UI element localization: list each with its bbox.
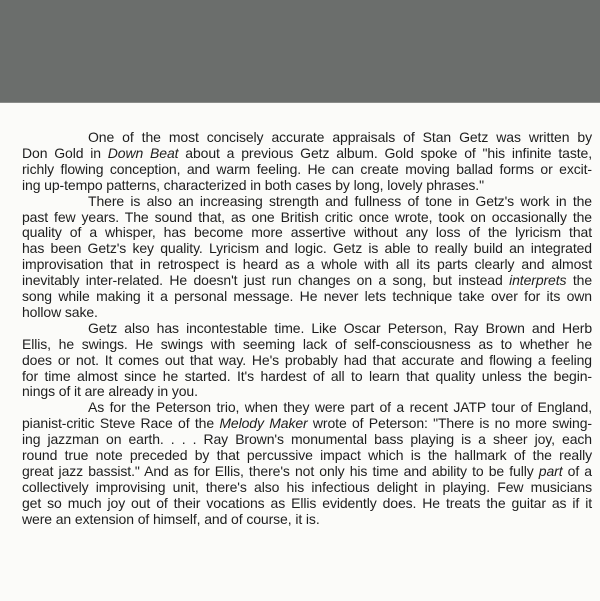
body-text: ing jazzman on earth. . . . Ray Brown's monumental bass playing is a sheer joy, each [22, 431, 592, 448]
body-text: hollow sake. [22, 303, 98, 320]
body-text: There is also an increasing strength and fullness of tone in Getz's work in the [88, 192, 592, 209]
body-text: of a [562, 462, 592, 479]
paragraph-3-line [22, 336, 592, 352]
italic-title-text: Down Beat [107, 144, 179, 161]
body-text: for time almost since he started. It's hardest of all to learn that quality unless the begin- [22, 367, 592, 384]
paragraph-4-line [22, 511, 592, 527]
paragraph-4-line [22, 495, 592, 511]
paragraph-1-line [22, 161, 592, 177]
body-text: Don Gold in [22, 144, 108, 161]
body-text: great jazz bassist." And as for Ellis, there's not only his time and ability to be fully [22, 462, 539, 479]
body-text: has been Getz's key quality. Lyricism and logic. Getz is able to really build an integrated [22, 240, 592, 257]
body-text: pianist-critic Steve Race of the [22, 415, 220, 432]
paragraph-2-line [22, 288, 592, 304]
paragraph-3-line [88, 320, 592, 336]
body-text: One of the most concisely accurate appraisals of Stan Getz was written by [88, 129, 592, 145]
body-text: ing up-tempo patterns, characterized in both cases by long, lovely phrases." [22, 176, 484, 193]
paragraph-4-line [88, 399, 592, 415]
body-text: quality of a whisper, has become more assertive without any loss of the lyricism that [22, 224, 592, 241]
paragraph-2-line [22, 240, 592, 256]
italic-title-text: part [538, 462, 563, 479]
paragraph-1-line [22, 145, 592, 161]
paragraph-2-line [22, 209, 592, 225]
paragraph-2-line [22, 272, 592, 288]
body-text: wrote of Peterson: "There is no more swing- [307, 415, 592, 432]
body-text: song while making it a personal message. He never lets technique take over for its own [22, 288, 592, 304]
body-text: the [566, 272, 593, 289]
body-text: get so much joy out of their vocations as Ellis evidently does. He treats the guitar as if it [22, 494, 592, 511]
body-text: inevitably inter-related. He doesn't just run changes on a song, but instead [22, 272, 510, 289]
paragraph-1-line [88, 129, 592, 145]
body-text: improvisation that in retrospect is heard as a whole with all its parts clearly and almost [22, 256, 592, 273]
paragraph-3-line [22, 352, 592, 368]
paragraph-2-line [88, 193, 592, 209]
body-text: Getz also has incontestable time. Like Oscar Peterson, Ray Brown and Herb [88, 319, 592, 336]
body-text: past few years. The sound that, as one British critic once wrote, took on occasionally the [22, 208, 592, 225]
body-text: round true note preceded by that percussive impact which is the hallmark of the really [22, 447, 592, 463]
paragraph-2-line [22, 304, 592, 320]
body-text: Ellis, he swings. He swings with seeming lack of self-consciousness as to whether he [22, 335, 592, 352]
paragraph-2-line [22, 256, 592, 272]
body-text: nings of it are already in you. [22, 383, 198, 400]
paragraph-4-line [22, 463, 592, 479]
body-text: As for the Peterson trio, when they were part of a recent JATP tour of England, [88, 399, 592, 416]
paragraph-3-line [22, 383, 592, 399]
body-text: richly flowing conception, and warm feeling. He can create moving ballad forms or excit- [22, 160, 592, 177]
body-text: about a previous Getz album. Gold spoke of "his infinite taste, [178, 144, 592, 161]
body-text: collectively improvising unit, there's also his infectious delight in playing. Few musicians [22, 478, 592, 495]
paragraph-4-line [22, 479, 592, 495]
body-text: were an extension of himself, and of course, it is. [22, 510, 320, 527]
italic-title-text: interprets [509, 272, 567, 289]
paragraph-4-line [22, 447, 592, 463]
paragraph-4-line [22, 431, 592, 447]
paragraph-1-line [22, 177, 592, 193]
paragraph-4-line [22, 415, 592, 431]
paragraph-2-line [22, 224, 592, 240]
body-text: does or not. It comes out that way. He's probably had that accurate and flowing a feeling [22, 351, 592, 368]
paragraph-3-line [22, 368, 592, 384]
italic-title-text: Melody Maker [219, 415, 308, 432]
